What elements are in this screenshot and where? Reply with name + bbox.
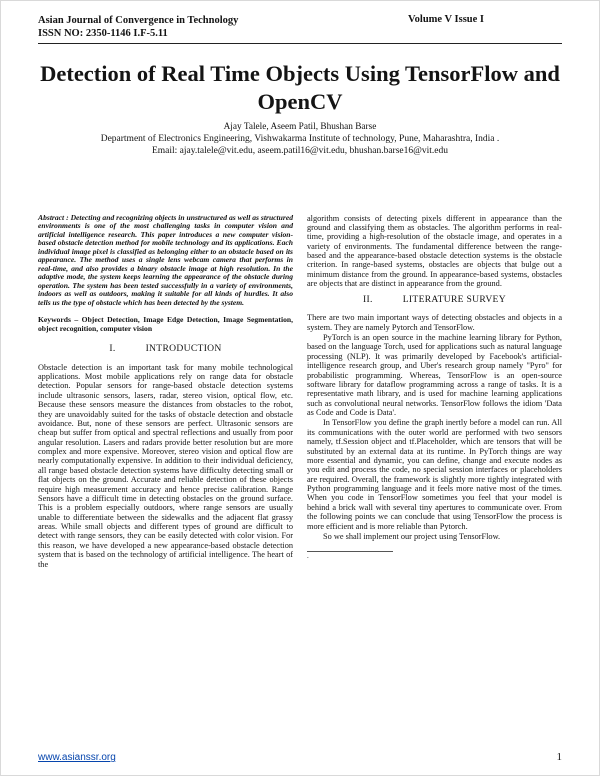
survey-paragraph-4: So we shall implement our project using TensorFlow. (323, 531, 501, 541)
journal-website-link[interactable]: www.asianssr.org (38, 752, 116, 763)
authors-line: Ajay Talele, Aseem Patil, Bhushan Barse (223, 121, 377, 132)
right-column (307, 214, 562, 570)
abstract-label: Abstract : (38, 212, 69, 222)
affiliation-line: Department of Electronics Engineering, Vishwakarma Institute of technology, Pune, Maharashtra, India . (100, 133, 500, 144)
issn-number: ISSN NO: 2350-1146 I.F-5.11 (38, 28, 168, 40)
section-number: II. (363, 293, 373, 305)
survey-paragraph-2: PyTorch is an open source in the machine learning library for Python, based on the language Torch, used for applications such as natural language processing (NLP). It was primarily developed by Facebook's artificial-intelligence research group, and Uber's research group namely "Pyro" for probabilistic programming. Whereas, TensorFlow is an open-source software library for dataflow programming across a range of tasks. It is a representative math library, and is used for machine learning applications such as convolutional neural networks. TensorFlow follows the idiom 'Data as Code and Code is Data'. (307, 333, 562, 418)
section-heading-introduction (38, 344, 293, 355)
email-line: Email: ajay.talele@vit.edu, aseem.patil16@vit.edu, bhushan.barse16@vit.edu (151, 145, 449, 156)
journal-name: Asian Journal of Convergence in Technology (38, 15, 239, 26)
keywords-paragraph: Keywords – Object Detection, Image Edge Detection, Image Segmentation, object recognition, computer vision (38, 315, 293, 333)
abstract-text: Detecting and recognizing objects in unstructured as well as structured environments is one of the most challenging tasks in computer vision and artificial intelligence research. This paper introduces a new computer vision-based obstacle detection method for mobile technology and its applications. Each individual image pixel is classified as belonging either to an obstacle based on its appearance. The method uses a single lens webcam camera that performs in real-time, and also provides a binary obstacle image at high resolution. In the adaptive mode, the system keeps learning the appearance of the obstacle during operation. The system has been tested successfully in a variety of environments, indoors as well as outdoors, making it suitable for all kinds of hurdles. It also tells us the type of obstacle which has been detected by the system. (38, 212, 293, 307)
section-title: LITERATURE SURVEY (402, 293, 506, 305)
survey-paragraph-1: There are two main important ways of detecting obstacles and objects in a system. They are namely Pytorch and TensorFlow. (307, 313, 562, 332)
footnote-mark: . (307, 552, 309, 561)
header-rule (38, 43, 562, 44)
paper-title: Detection of Real Time Objects Using TensorFlow and OpenCV (40, 61, 560, 115)
page-footer (38, 751, 562, 763)
section-heading-literature-survey (307, 295, 562, 306)
page-number: 1 (556, 751, 562, 763)
introduction-paragraph: Obstacle detection is an important task for many mobile technological applications. Most mobile applications rely on range data for obstacle detection. Popular sensors for range-based obstacle detection systems include ultrasonic sensors, lasers, radar, stereo vision, optical flow, etc. Because these sensors measure the distances from obstacles to the robot, they are unavoidably suited for the tasks of obstacle detection and obstacle avoidance. But, none of these sensors are perfect. Ultrasonic sensors are cheap but suffer from optical and spectral reflections and usually from poor angular resolution. Lasers and radars provide better resolution but are more complex and more expensive. Moreover, stereo vision and optical flow are nearly computationally expensive. In addition to their individual deficiency, all range based obstacle detection systems have difficulty detecting small or flat objects on the ground. Accurate and reliable detection of these objects require high measurement accuracy and hence precise calibration. Range Sensors have a difficult time in detecting obstacles on the ground surface. This is a problem especially outdoors, where range sensors are usually unable to differentiate between the sidewalks and the adjacent flat grassy areas. While small objects and different types of ground are difficult to detect with range sensors, they can be easily detected with color vision. For this reason, we have developed a new appearance-based obstacle detection system that is based on the technology of artificial intelligence. The heart of the (38, 362, 293, 569)
left-column (38, 214, 293, 570)
survey-paragraph-3: In TensorFlow you define the graph inertly before a model can run. All its communications with the outer world are performed with two sensors namely, tf.Session object and tf.Placeholder, which are tensors that will be substituted by an external data at its runtime. In PyTorch things are way more essential and dynamic, you can define, change and execute nodes as you edit and process the code, no special session interfaces or placeholders are required. Overall, the framework is slightly more tightly integrated with Python programming language and it feels more native most of the times. When you code in TensorFlow sometimes you feel that your model is behind a brick wall with several tiny apertures to communicate over. From the following points we can conclude that using TensorFlow the process is more efficient and is more reliable than Pytorch. (307, 418, 562, 531)
abstract-paragraph (38, 214, 293, 308)
continuation-paragraph: algorithm consists of detecting pixels different in appearance than the ground and classifying them as obstacles. The algorithm performs in real-time, providing a high-resolution of the obstacle image, and operates in a variety of environments. The fundamental difference between the range-based and the appearance-based obstacle detection systems is the obstacle criterion. In range-based systems, obstacles are objects that bulge out a minimum distance from the ground. In appearance-based systems, obstacles are objects that are distinct in appearance from the ground. (307, 213, 562, 289)
page-header (38, 14, 562, 40)
body-columns (38, 214, 562, 570)
section-number: I. (109, 342, 116, 354)
volume-issue: Volume V Issue I (408, 14, 484, 25)
section-title: INTRODUCTION (145, 342, 222, 354)
footnote-block (307, 551, 562, 562)
journal-block (38, 14, 238, 40)
